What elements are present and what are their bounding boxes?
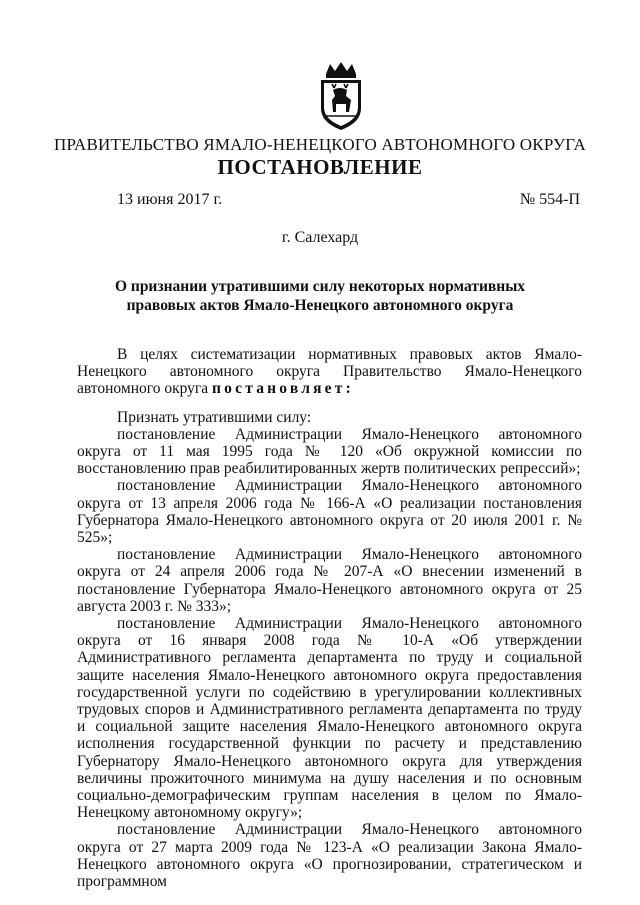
subject-line-2: правовых актов Ямало-Ненецкого автономного округа bbox=[126, 297, 514, 314]
document-subject bbox=[0, 277, 640, 315]
list-item: постановление Администрации Ямало-Ненецкого автономного округа от 11 мая 1995 года № 120 «Об окружной комиссии по восстановлению прав реабилитированных жертв политических репрессий»; bbox=[77, 425, 582, 478]
subject-line-1: О признании утратившими силу некоторых нормативных bbox=[114, 278, 526, 295]
list-item: постановление Администрации Ямало-Ненецкого автономного округа от 13 апреля 2006 года № 166-А «О реализации постановления Губернатора Ямало-Ненецкого автономного округа от 20 июля 2001 г. № 525»; bbox=[77, 477, 582, 547]
resolves-word: постановляет: bbox=[212, 380, 354, 398]
intro-paragraph: Признать утратившими силу: bbox=[117, 408, 312, 426]
document-date: 13 июня 2017 г. bbox=[117, 191, 223, 208]
preamble-text: В целях систематизации нормативных правовых актов Ямало-Ненецкого автономного округа Правительство Ямало-Ненецкого автономного округа bbox=[77, 346, 582, 398]
document-number: № 554-П bbox=[519, 191, 580, 208]
document-body bbox=[77, 346, 582, 890]
list-item: постановление Администрации Ямало-Ненецкого автономного округа от 24 апреля 2006 года № 207-А «О внесении изменений в постановление Губернатора Ямало-Ненецкого автономного округа от 25 августа 2003 г. № 333»; bbox=[77, 546, 582, 615]
preamble-paragraph bbox=[77, 346, 582, 398]
document-city: г. Салехард bbox=[281, 229, 359, 246]
list-item: постановление Администрации Ямало-Ненецкого автономного округа от 16 января 2008 года № 10-А «Об утверждении Административного регламента департамента по труду и социальной защите населения Ямало-Ненецкого автономного округа предоставления государственной услуги по содействию в урегулировании коллективных трудовых споров и Административного регламента департамента по труду и социальной защите населения Ямало-Ненецкого автономного округа исполнения государственной функции по расчету и представлению Губернатору Ямало-Ненецкого автономного округа для утверждения величины прожиточного минимума на душу населения и по основным социально-демографическим группам населения в целом по Ямало-Ненецкому автономному округу»; bbox=[77, 615, 582, 822]
coat-of-arms-icon bbox=[318, 60, 364, 132]
document-type: ПОСТАНОВЛЕНИЕ bbox=[217, 155, 423, 179]
government-name: ПРАВИТЕЛЬСТВО ЯМАЛО-НЕНЕЦКОГО АВТОНОМНОГО ОКРУГА bbox=[54, 135, 586, 154]
list-item: постановление Администрации Ямало-Ненецкого автономного округа от 27 марта 2009 года № 123-А «О реализации Закона Ямало-Ненецкого автономного округа «О прогнозировании, стратегическом и программном bbox=[77, 821, 582, 891]
